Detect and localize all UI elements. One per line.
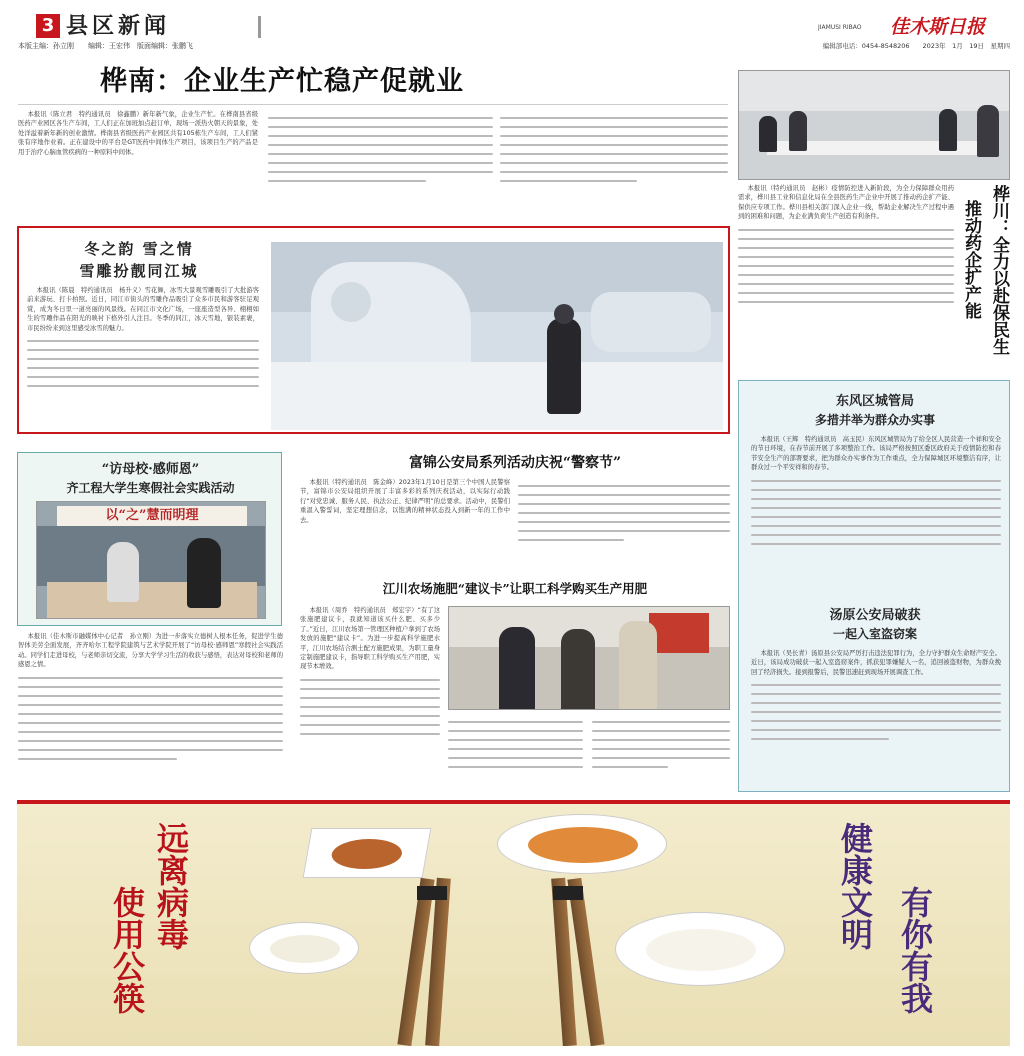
fujin-article-col2 [518,478,730,570]
fujin-headline: 富锦公安局系列活动庆祝“警察节” [408,455,622,471]
tangyuan-article [751,649,1001,785]
chopstick-rest-right [553,886,583,900]
main-article-col-1 [18,110,258,215]
dongfeng-title-line1: 东风区城管局 [835,394,914,409]
jiangchuan-article-col2 [448,714,583,792]
visit-school-body: 本报讯（佳木斯市融媒体中心记者 孙立刚）为进一步落实立德树人根本任务，促进学生德智体美劳全面发展，齐齐哈尔工程学院建筑与艺术学院开展了“访母校·感师恩”寒假社会实践活动。同学们走进母校，与老师亲切交流，分享大学学习生活的收获与感悟，表达对母校和老师的感恩之情。 [18,633,283,669]
tangyuan-title-line2: 一起入室盗窃案 [832,627,917,641]
main-headline-rule [18,104,728,105]
section-title: 县区新闻 [66,13,171,39]
dish-plate-lower-right [615,912,785,986]
tangyuan-body: 本报讯（吴长青）汤原县公安局严厉打击违法犯罪行为，全力守护群众生命财产安全。近日，该局成功破获一起入室盗窃案件，抓获犯罪嫌疑人一名，追回被盗财物，为群众挽回了经济损失。接到报警后，民警迅速赶到现场开展调查工作。 [751,650,1001,676]
fujin-article-col1 [300,478,510,570]
main-article-col-3 [500,110,728,215]
person-figure [547,318,581,414]
promo-left-line1: 远离病毒 [152,822,190,950]
tangyuan-title-line1: 汤原公安局破获 [829,608,921,623]
visit-title-line2: 齐工程大学生寒假社会实践活动 [66,481,235,495]
hotline-date: 编辑部电话：0454-8548206 2023年 1月 19日 星期四 [822,42,1010,50]
jiangchuan-body: 本报讯（周乔 特约通讯员 郑宏宇）“有了这张施肥建议卡，我就知道该买什么肥、买多少了。”近日，江川农场第一管理区种植户拿到了农场发放的施肥“建议卡”。为进一步提高科学施肥水平，江川农场结合测土配方施肥成果，为职工量身定制施肥建议卡，指导职工科学购买生产用肥，实现节本增效。 [300,607,440,671]
dongfeng-article [751,435,1001,595]
promo-right-line1: 健康文明 [836,822,874,950]
dongfeng-body: 本报讯（王辉 特约通讯员 高玉民）东风区城管局为了给全区人民营造一个祥和安全的节日环境，在春节前开展了多项整治工作。该局严格按照区委区政府关于疫情防控和春节安全生产的部署要求，把为群众办实事作为工作重点，全力保障城区环境整洁有序，让群众过一个平安祥和的春节。 [751,436,1001,472]
right-top-article [738,184,954,370]
snow-title-line2: 雪雕扮靓同江城 [79,262,199,280]
main-headline: 桦南：企业生产忙稳产促就业 [100,66,464,97]
page-number-badge: 3 [36,14,60,38]
visit-title-line1: “访母校·感师恩” [101,462,200,477]
chopstick-rest-left [417,886,447,900]
promo-left-line2: 使用公筷 [108,886,146,1014]
masthead [0,0,1024,52]
meeting-photo [738,70,1010,180]
fujin-body: 本报讯（特约通讯员 陈金峰）2023年1月10日是第三个中国人民警察节，富锦市公安局组织开展了丰富多彩的系列庆祝活动，以实际行动践行“对党忠诚、服务人民、执法公正、纪律严明”的总要求。活动中，民警们重温入警誓词，坚定理想信念，以饱满的精神状态投入到新一年的工作中去。 [300,479,510,524]
jiangchuan-photo [448,606,730,710]
visit-school-article [18,632,283,792]
snow-title-line1: 冬之韵 雪之情 [84,240,194,258]
section-divider [258,16,261,38]
jiangchuan-headline: 江川农场施肥“建议卡”让职工科学购买生产用肥 [382,581,648,596]
paper-pinyin: JIAMUSI RIBAO [818,24,862,31]
snow-article-body: 本报讯（陈晨 特约通讯员 杨升义）雪花舞，冰雪大景观雪雕吸引了大批游客前来游玩、打卡拍照。近日，同江市街头的雪雕作品吸引了众多市民和游客驻足观赏，成为冬日里一道亮丽的风景线。在同江市文化广场，一座座造型各异、栩栩如生的雪雕作品在阳光的映衬下格外引人注目。冬季的同江，冰天雪地，银装素裹，市民纷纷来到这里感受冰雪的魅力。 [27,287,259,332]
dongfeng-title-line2: 多措并举为群众办实事 [814,413,935,427]
public-service-ad [17,800,1010,1046]
photo-banner: 以“之”慧而明理 [57,506,247,526]
dish-plate-center [497,814,667,874]
main-article-body: 本报讯（陈立君 特约通讯员 徐鑫鹏）新年新气象，企业生产忙。在桦南县省级医药产业园区各生产车间，工人们正在加班加点赶订单，现场一派热火朝天的景象，处处洋溢着新年新的创业激情。桦南县省级医药产业园区共有105栋生产车间，工人们紧张有序地作业着。正在建设中的平台是GT医药中间体生产项目，该项目生产的产品是用于治疗心脑血管疾病的一种原料中间体。 [18,111,258,156]
promo-right-line2: 有你有我 [896,886,934,1014]
dish-plate-left [303,828,432,878]
snow-sculpture-box [17,226,730,434]
jiangchuan-article-col1 [300,606,440,792]
dish-plate-lower-left [249,922,359,974]
visit-school-box [17,452,282,626]
right-top-article-body: 本报讯（特约通讯员 赵彬）疫情防控进入新阶段，为全力保障群众用药需求，桦川县工业和信息化局在全县医药生产企业中开展了推动药企扩产能、保供应专项工作。桦川县相关部门深入企业一线，帮助企业解决生产过程中遇到的困难和问题，为企业满负荷生产创造有利条件。 [738,185,954,221]
paper-name: 佳木斯日报 [890,16,986,38]
visit-school-photo [36,501,266,619]
right-vertical-title-2: 推动药企扩产能 [961,200,981,319]
right-vertical-title-1: 桦川：全力以赴保民生 [989,185,1009,355]
right-teal-column [738,380,1010,792]
editors-line: 本版主编：孙立刚 编辑：王宏伟 版面编辑：张鹏飞 [18,42,193,50]
snow-article [27,286,259,428]
jiangchuan-article-col3 [592,714,730,792]
snow-sculpture-photo [271,242,723,430]
main-article-col-2 [268,110,493,215]
